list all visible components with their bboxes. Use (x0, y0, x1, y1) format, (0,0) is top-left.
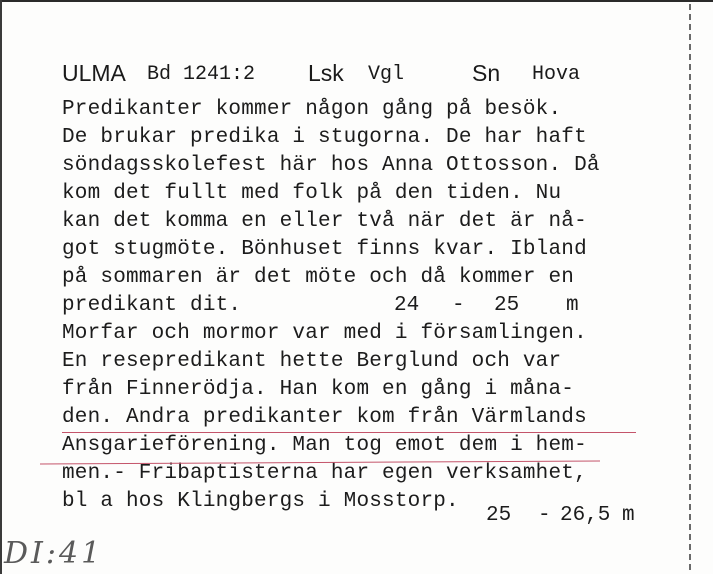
socken-value: Hova (532, 63, 581, 86)
marker-unit: m (566, 294, 579, 317)
body-line: got stugmöte. Bönhuset finns kvar. Ibland (62, 238, 587, 261)
card-header (62, 60, 622, 90)
marker-end: 25 (494, 294, 520, 317)
landskap-value: Vgl (368, 63, 405, 86)
landskap-label: Lsk (308, 60, 344, 86)
body-line: söndagsskolefest här hos Anna Ottosson. Då (62, 154, 600, 177)
card-top-edge (0, 0, 713, 2)
socken-label: Sn (472, 60, 501, 86)
red-underline (62, 432, 636, 433)
body-line: Morfar och mormor var med i församlingen. (62, 322, 587, 345)
body-line: på sommaren är det möte och då kommer en (62, 266, 575, 289)
body-line: men.- Fribaptisterna har egen verksamhet, (62, 462, 587, 485)
body-line: Predikanter kommer någon gång på besök. (62, 98, 562, 121)
card-left-edge (0, 0, 2, 574)
body-line: den. Andra predikanter kom från Värmlands (62, 406, 587, 429)
marker-unit: m (622, 504, 635, 527)
body-line: De brukar predika i stugorna. De har haft (62, 126, 587, 149)
archive-code: ULMA (62, 60, 126, 86)
body-line: kan det komma en eller två när det är nå- (62, 210, 587, 233)
body-line: Ansgarieförening. Man tog emot dem i hem- (62, 434, 587, 457)
card-perforation-edge (689, 4, 691, 570)
body-line: från Finnerödja. Han kom en gång i måna- (62, 378, 575, 401)
body-line: kom det fullt med folk på den tiden. Nu (62, 182, 562, 205)
marker-start: 25 (486, 504, 512, 527)
body-line: En resepredikant hette Berglund och var (62, 350, 562, 373)
marker-dash: - (538, 504, 551, 527)
volume-number: Bd 1241:2 (147, 63, 256, 86)
marker-start: 24 (394, 294, 420, 317)
body-line: predikant dit. (62, 294, 242, 317)
marker-end: 26,5 (560, 504, 611, 527)
body-line: bl a hos Klingbergs i Mosstorp. (62, 490, 459, 513)
handwritten-note: DI:41 (4, 536, 104, 571)
marker-dash: - (452, 294, 465, 317)
